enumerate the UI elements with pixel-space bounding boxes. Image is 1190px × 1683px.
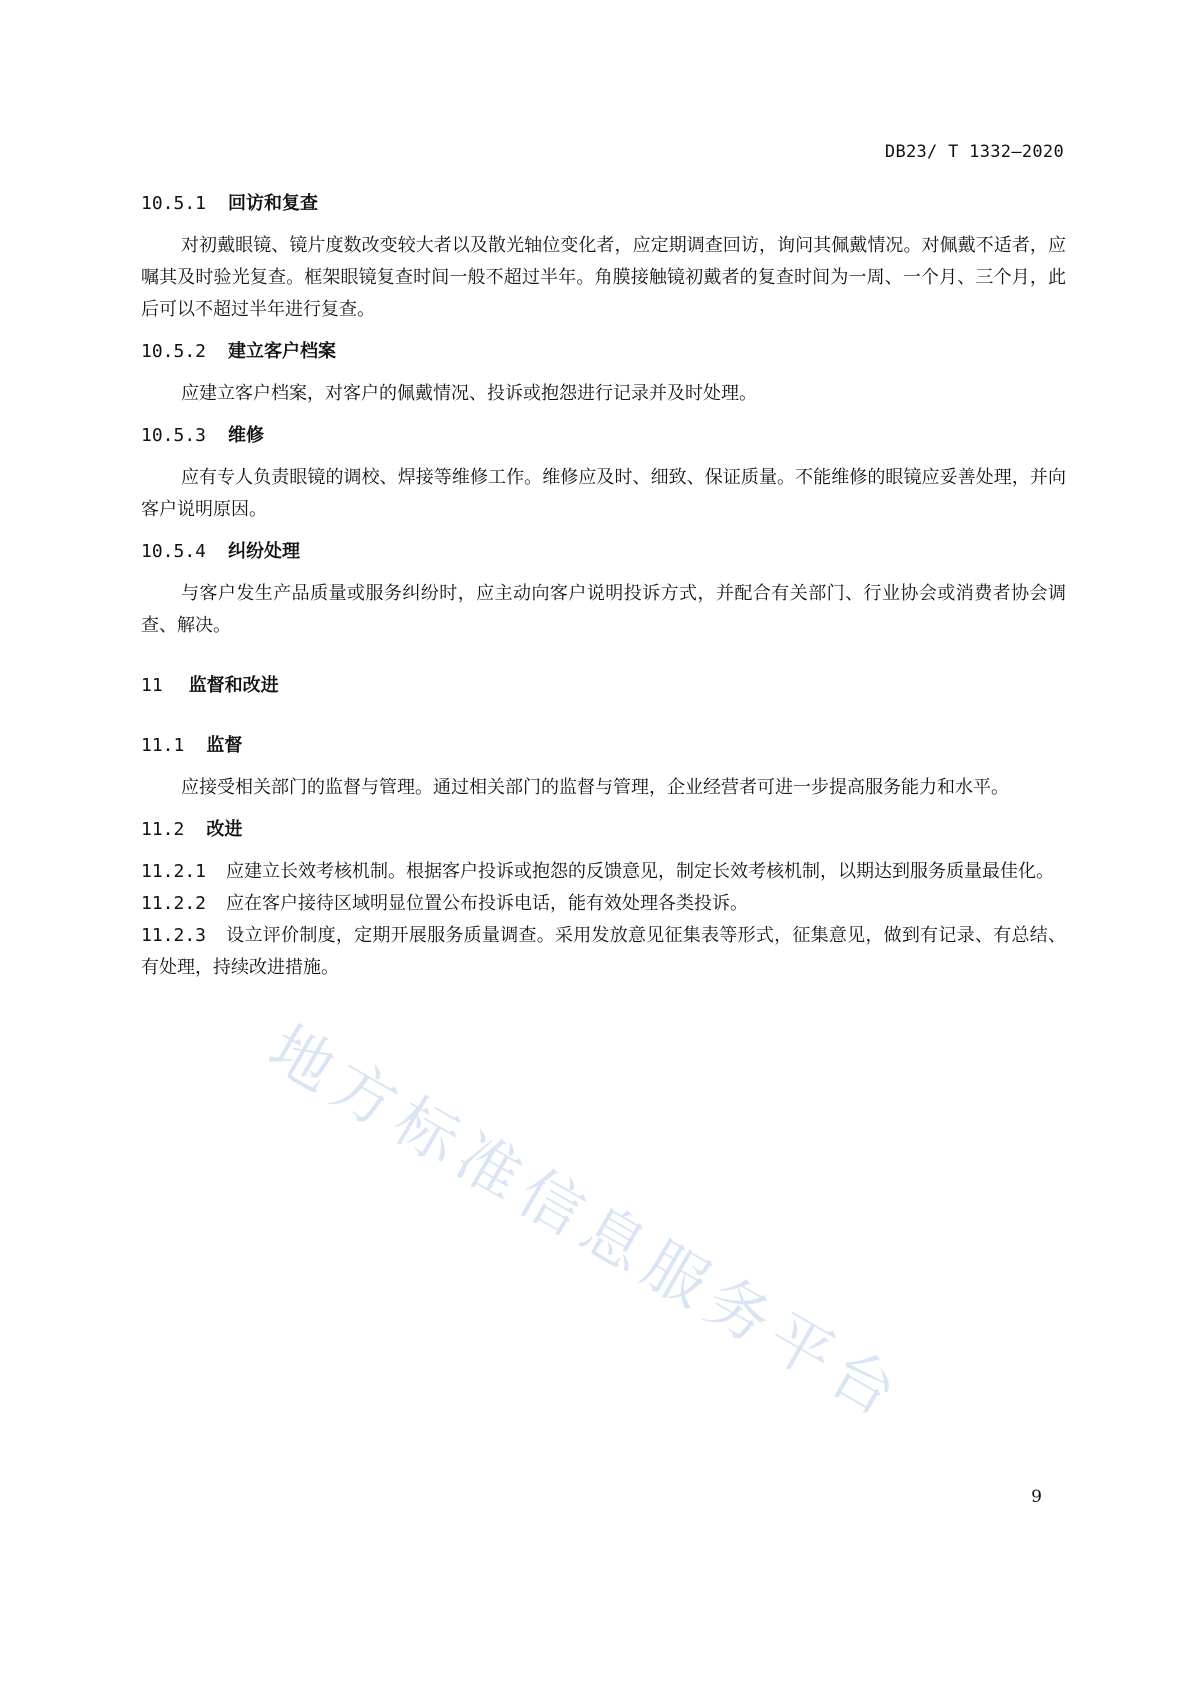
section-number: 10.5.3 <box>141 425 207 446</box>
clause-number: 11.2.1 <box>141 861 207 882</box>
clause-text: 应建立长效考核机制。根据客户投诉或抱怨的反馈意见，制定长效考核机制，以期达到服务质量最佳化。 <box>226 861 1055 882</box>
section-heading-10-5-3 <box>141 420 1066 452</box>
section-number: 10.5.4 <box>141 541 207 562</box>
section-paragraph-10-5-3: 应有专人负责眼镜的调校、焊接等维修工作。维修应及时、细致、保证质量。不能维修的眼镜应妥善处理，并向客户说明原因。 <box>141 467 1066 520</box>
section-paragraph-11-1: 应接受相关部门的监督与管理。通过相关部门的监督与管理，企业经营者可进一步提高服务能力和水平。 <box>181 777 1009 798</box>
section-paragraph-10-5-1: 对初戴眼镜、镜片度数改变较大者以及散光轴位变化者，应定期调查回访，询问其佩戴情况。对佩戴不适者，应嘱其及时验光复查。框架眼镜复查时间一般不超过半年。角膜接触镜初戴者的复查时间为一周、一个月、三个月，此后可以不超过半年进行复查。 <box>141 235 1066 320</box>
document-code: DB23/ T 1332—2020 <box>884 142 1064 162</box>
document-body <box>141 188 1066 984</box>
clause-text: 设立评价制度，定期开展服务质量调查。采用发放意见征集表等形式，征集意见，做到有记录、有总结、有处理，持续改进措施。 <box>141 925 1066 978</box>
section-title: 改进 <box>206 819 243 840</box>
chapter-title: 监督和改进 <box>188 675 279 696</box>
clause-text: 应在客户接待区域明显位置公布投诉电话，能有效处理各类投诉。 <box>226 893 749 914</box>
section-paragraph-10-5-4: 与客户发生产品质量或服务纠纷时，应主动向客户说明投诉方式，并配合有关部门、行业协会或消费者协会调查、解决。 <box>141 583 1066 636</box>
clause-number: 11.2.3 <box>141 925 207 946</box>
section-title: 纠纷处理 <box>228 541 301 562</box>
clause-11-2-3 <box>141 920 1066 984</box>
section-title: 维修 <box>228 425 265 446</box>
page-number: 9 <box>1031 1487 1042 1507</box>
section-heading-10-5-2 <box>141 336 1066 368</box>
section-title: 建立客户档案 <box>228 341 337 362</box>
section-heading-11-1 <box>141 730 1066 762</box>
clause-number: 11.2.2 <box>141 893 207 914</box>
section-number: 11.1 <box>141 735 185 756</box>
section-heading-10-5-4 <box>141 536 1066 568</box>
section-number: 11.2 <box>141 819 185 840</box>
section-number: 10.5.1 <box>141 193 207 214</box>
chapter-number: 11 <box>141 675 163 696</box>
clause-11-2-1 <box>141 856 1066 888</box>
section-paragraph-10-5-2: 应建立客户档案，对客户的佩戴情况、投诉或抱怨进行记录并及时处理。 <box>181 383 757 404</box>
watermark: 地方标准信息服务平台 <box>257 1011 918 1435</box>
clause-11-2-2 <box>141 888 1066 920</box>
section-title: 监督 <box>206 735 243 756</box>
section-heading-11-2 <box>141 814 1066 846</box>
section-title: 回访和复查 <box>228 193 319 214</box>
section-heading-10-5-1 <box>141 188 1066 220</box>
section-number: 10.5.2 <box>141 341 207 362</box>
chapter-heading-11 <box>141 670 1066 702</box>
